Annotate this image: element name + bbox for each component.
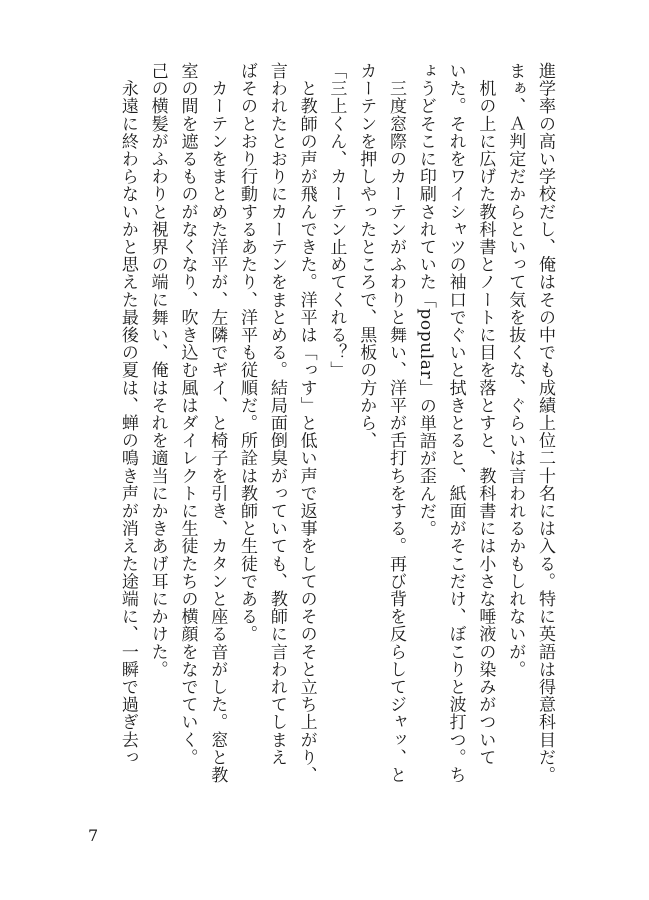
- text-line-9: と教師の声が飛んできた。洋平は「っす」と低い声で返事をしてのそのそと立ち上がり、: [296, 62, 317, 784]
- text-line-15: 永遠に終わらないかと思えた最後の夏は、蝉の鳴き声が消えた途端に、一瞬で過ぎ去っ: [117, 62, 138, 766]
- text-line-2: まぁ、Ａ判定だからといって気を抜くな、ぐらいは言われるかもしれないが。: [505, 62, 526, 678]
- vertical-text-body: [112, 62, 559, 810]
- text-line-6: 三度窓際のカーテンがふわりと舞い、洋平が舌打ちをする。再び背を反らしてジャッ、と: [386, 62, 407, 784]
- text-line-8: 「三上くん、カーテン止めてくれる？」: [326, 62, 347, 379]
- text-line-10: 言われたとおりにカーテンをまとめる。結局面倒臭がっていても、教師に言われてしまえ: [266, 62, 287, 766]
- text-line-5: ょうどそこに印刷されていた「popular」の単語が歪んだ。: [415, 62, 436, 538]
- text-line-1: 進学率の高い学校だし、俺はその中でも成績上位二十名には入る。特に英語は得意科目だ。: [535, 62, 555, 784]
- text-line-12: カーテンをまとめた洋平が、左隣でギイ、と椅子を引き、カタンと座る音がした。窓と教: [207, 62, 228, 784]
- text-line-7: カーテンを押しやったところで、黒板の方から、: [356, 62, 377, 450]
- text-line-14: 己の横髪がふわりと視界の端に舞い、俺はそれを適当にかきあげ耳にかけた。: [147, 62, 168, 678]
- text-line-13: 室の間を遮るものがなくなり、吹き込む風はダイレクトに生徒たちの横顔をなでていく。: [177, 62, 198, 766]
- text-line-4: いた。それをワイシャツの袖口でぐいと拭きとると、紙面がそこだけ、ぼこりと波打つ。ち: [445, 62, 466, 784]
- text-line-3: 机の上に広げた教科書とノートに目を落とすと、教科書には小さな唾液の染みがついて: [475, 62, 496, 766]
- page-number: 7: [88, 826, 99, 845]
- text-line-11: ばそのとおり行動するあたり、洋平も従順だ。所詮は教師と生徒である。: [237, 62, 258, 643]
